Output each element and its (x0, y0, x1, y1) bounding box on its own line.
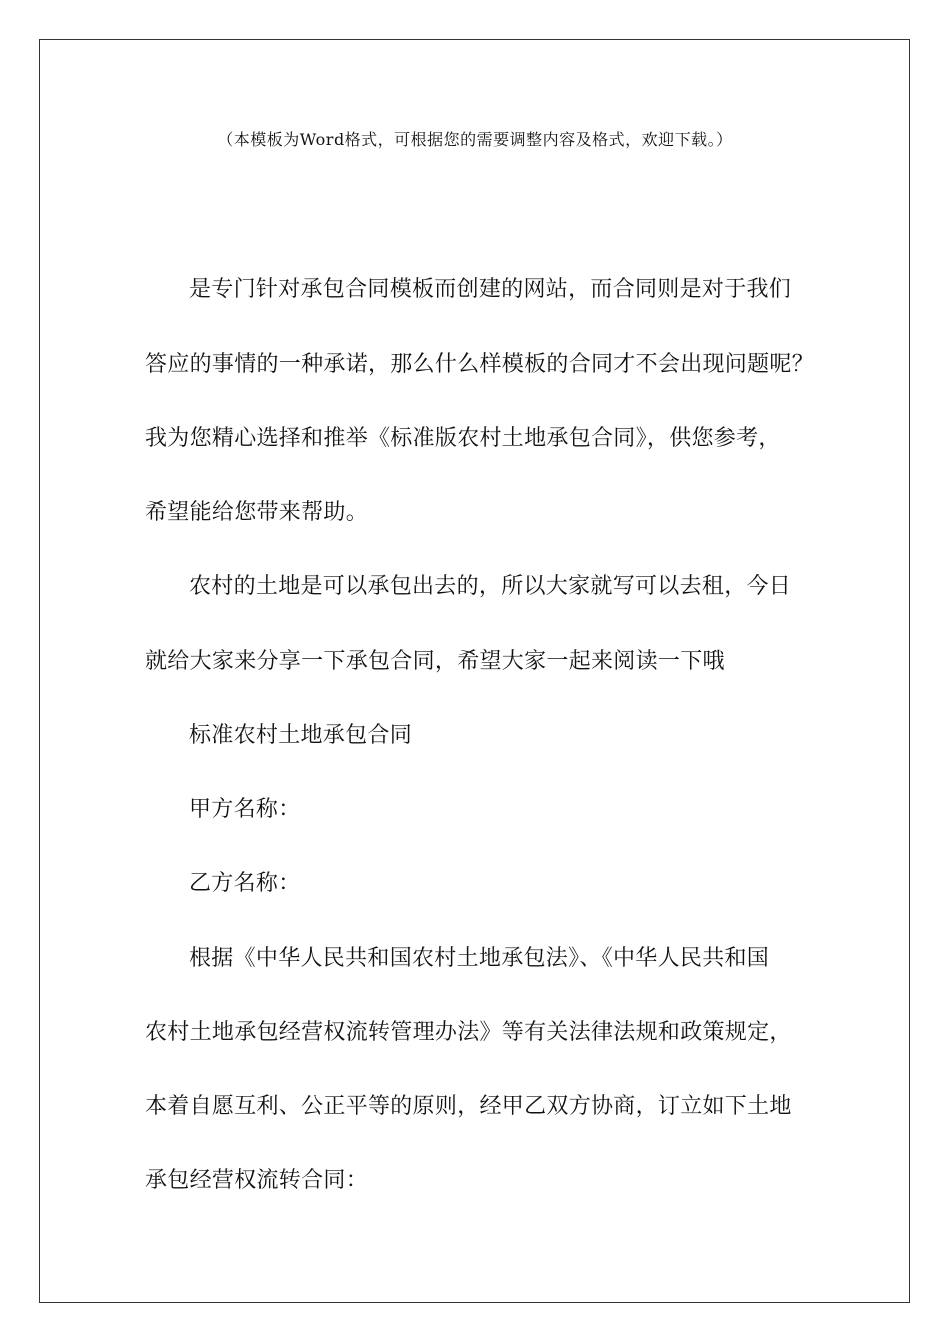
paragraph-1-line-4: 希望能给您带来帮助。 (145, 500, 369, 525)
paragraph-3-line-1: 根据《中华人民共和国农村土地承包法》、《中华人民共和国 (189, 946, 770, 971)
party-a-name-label: 甲方名称： (189, 797, 301, 822)
template-note: （本模板为Word格式，可根据您的需要调整内容及格式，欢迎下载。） (217, 130, 733, 149)
paragraph-2-line-1: 农村的土地是可以承包出去的，所以大家就写可以去租，今日 (189, 574, 792, 599)
paragraph-3-line-2: 农村土地承包经营权流转管理办法》等有关法律法规和政策规定， (145, 1020, 792, 1045)
paragraph-1-line-2: 答应的事情的一种承诺，那么什么样模板的合同才不会出现问题呢？ (145, 352, 815, 377)
paragraph-3-line-4: 承包经营权流转合同： (145, 1168, 369, 1193)
paragraph-2-line-2: 就给大家来分享一下承包合同，希望大家一起来阅读一下哦 (145, 649, 725, 674)
contract-title: 标准农村土地承包合同 (189, 723, 413, 748)
party-b-name-label: 乙方名称： (189, 871, 301, 896)
paragraph-1-line-1: 是专门针对承包合同模板而创建的网站，而合同则是对于我们 (189, 277, 792, 302)
paragraph-3-line-3: 本着自愿互利、公正平等的原则，经甲乙双方协商，订立如下土地 (145, 1094, 792, 1119)
paragraph-1-line-3: 我为您精心选择和推举《标准版农村土地承包合同》，供您参考， (145, 426, 781, 451)
